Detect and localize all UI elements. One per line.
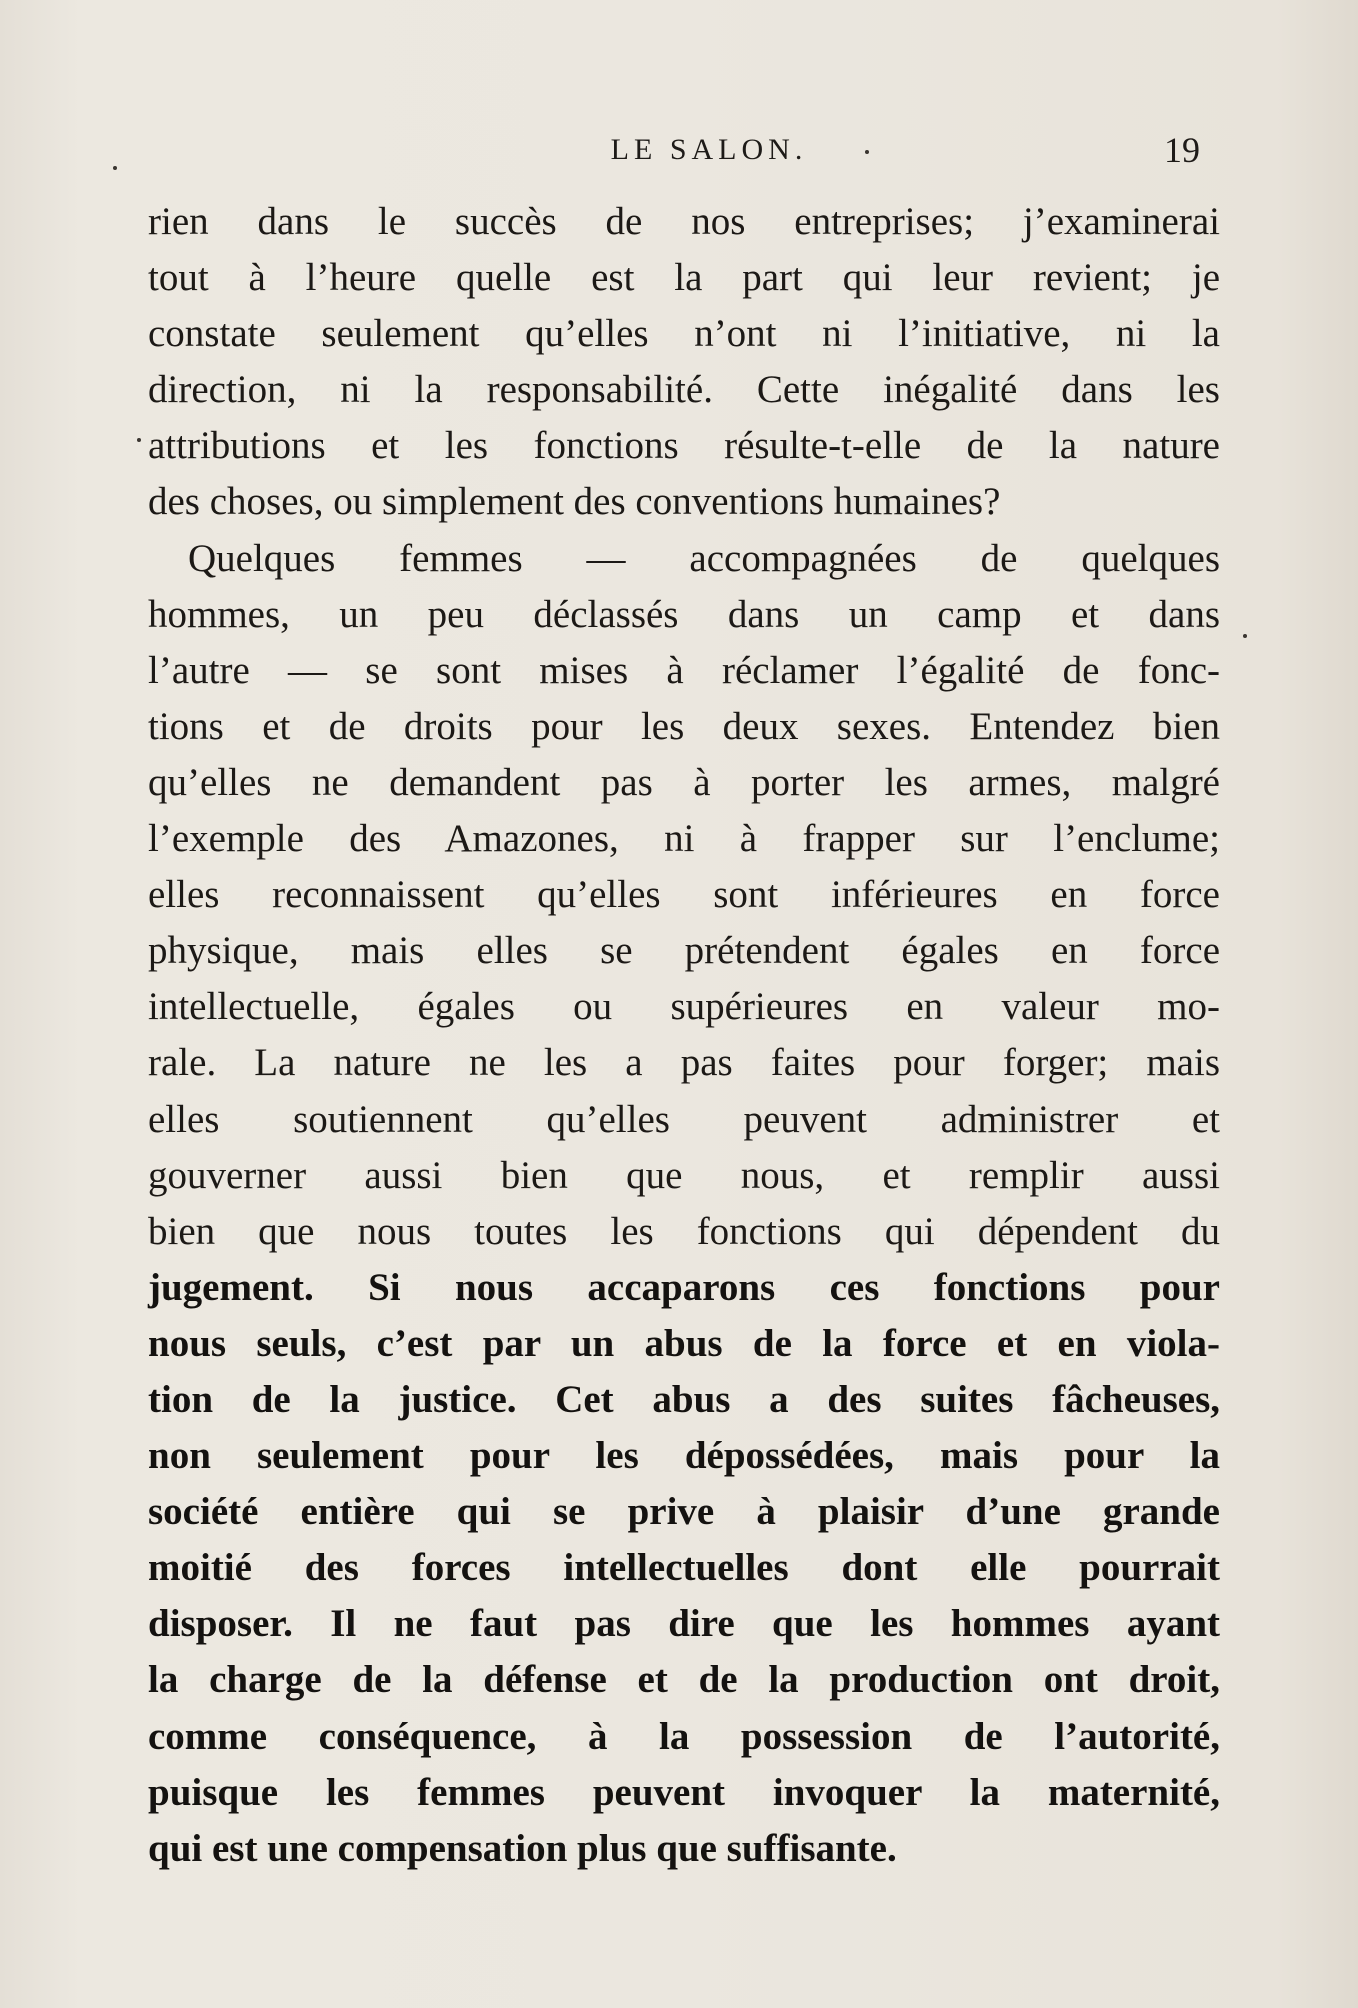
text-line: rale. La nature ne les a pas faites pour forger; mais: [148, 1041, 1220, 1085]
paper-speck: [865, 150, 869, 154]
text-line: tion de la justice. Cet abus a des suites fâcheuses,: [148, 1377, 1220, 1421]
text-line: elles reconnaissent qu’elles sont inférieures en force: [148, 873, 1220, 917]
paper-speck: [1243, 634, 1247, 638]
text-line: attributions et les fonctions résulte-t-elle de la nature: [148, 424, 1220, 468]
body-text: [148, 194, 1220, 1877]
text-line: l’autre — se sont mises à réclamer l’égalité de fonc-: [148, 648, 1220, 692]
text-line: moitié des forces intellectuelles dont elle pourrait: [148, 1546, 1220, 1590]
text-line: l’exemple des Amazones, ni à frapper sur l’enclume;: [148, 817, 1220, 861]
text-line: non seulement pour les dépossédées, mais pour la: [148, 1434, 1220, 1478]
text-line: physique, mais elles se prétendent égales en force: [148, 929, 1220, 973]
text-line: hommes, un peu déclassés dans un camp et dans: [148, 592, 1220, 636]
text-line: rien dans le succès de nos entreprises; j’examinerai: [148, 200, 1220, 243]
text-line: qui est une compensation plus que suffisante.: [148, 1826, 897, 1870]
text-line: constate seulement qu’elles n’ont ni l’initiative, ni la: [148, 312, 1220, 356]
text-line: nous seuls, c’est par un abus de la force et en viola-: [148, 1321, 1220, 1365]
text-line: direction, ni la responsabilité. Cette inégalité dans les: [148, 368, 1220, 412]
text-line: société entière qui se prive à plaisir d’une grande: [148, 1490, 1220, 1534]
text-line: tout à l’heure quelle est la part qui leur revient; je: [148, 256, 1220, 300]
text-line: qu’elles ne demandent pas à porter les armes, malgré: [148, 760, 1220, 804]
text-line: puisque les femmes peuvent invoquer la maternité,: [148, 1770, 1220, 1814]
paper-speck: [113, 166, 117, 170]
text-line: elles soutiennent qu’elles peuvent administrer et: [148, 1097, 1220, 1141]
text-line: disposer. Il ne faut pas dire que les hommes ayant: [148, 1602, 1220, 1646]
text-line: Quelques femmes — accompagnées de quelques: [188, 536, 1220, 580]
text-line: jugement. Si nous accaparons ces fonctions pour: [148, 1265, 1220, 1309]
text-line: bien que nous toutes les fonctions qui dépendent du: [148, 1209, 1220, 1253]
text-line: intellectuelle, égales ou supérieures en valeur mo-: [148, 985, 1220, 1029]
page-header: [148, 130, 1200, 183]
text-line: comme conséquence, à la possession de l’autorité,: [148, 1714, 1220, 1758]
text-line: la charge de la défense et de la production ont droit,: [148, 1658, 1220, 1702]
paper-speck: [137, 438, 141, 442]
text-line: tions et de droits pour les deux sexes. Entendez bien: [148, 704, 1220, 748]
page-number: 19: [1164, 130, 1200, 170]
running-title: LE SALON.: [610, 133, 808, 166]
text-line: gouverner aussi bien que nous, et remplir aussi: [148, 1153, 1220, 1197]
text-line: des choses, ou simplement des conventions humaines?: [148, 480, 1001, 524]
